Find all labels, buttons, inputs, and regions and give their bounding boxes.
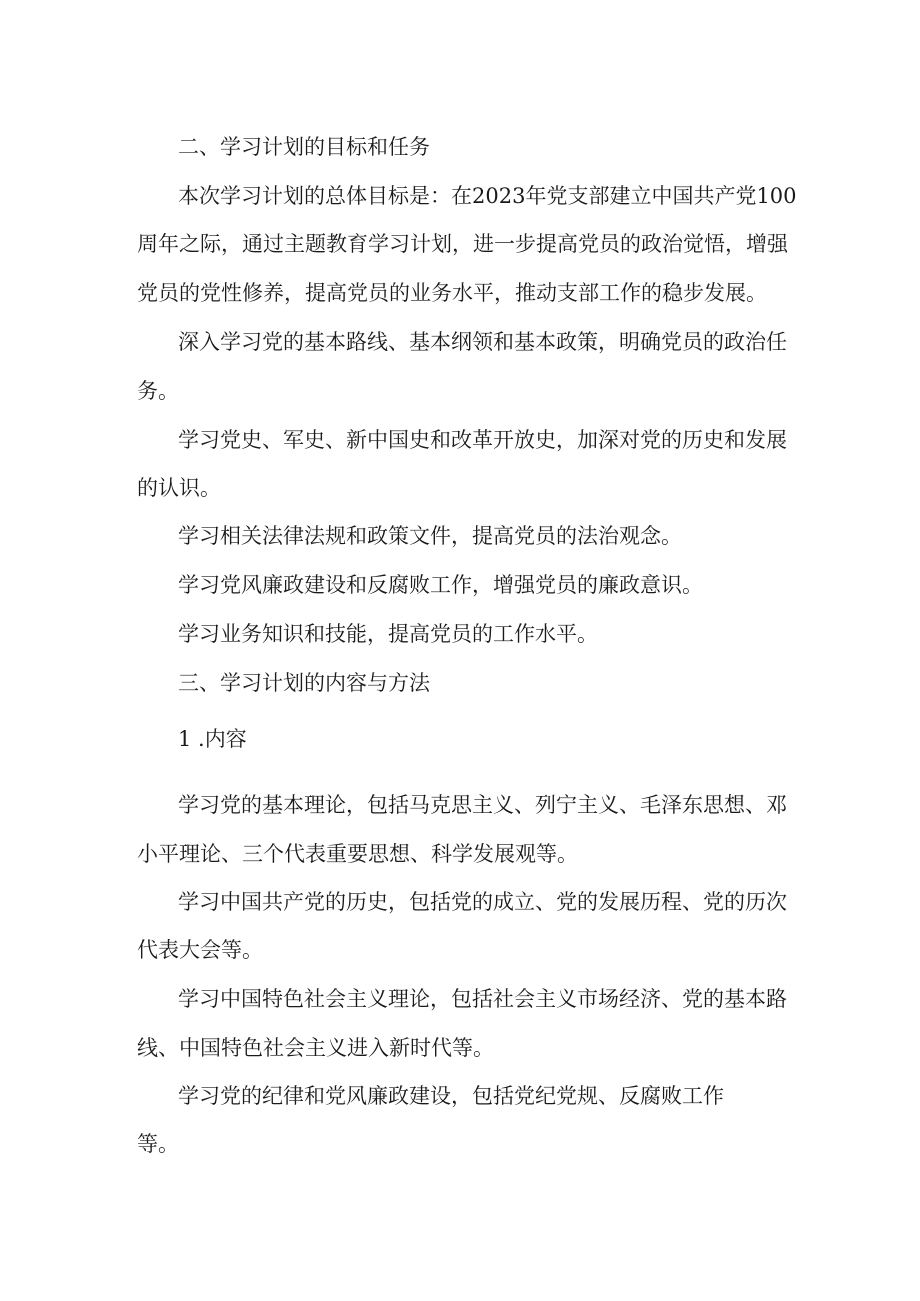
- content-2-line-2: 代表大会等。: [137, 938, 263, 962]
- task-5: 学习业务知识和技能，提高党员的工作水平。: [178, 622, 598, 646]
- task-4: 学习党风廉政建设和反腐败工作，增强党员的廉政意识。: [178, 573, 703, 597]
- content-3-line-1: 学习中国特色社会主义理论，包括社会主义市场经济、党的基本路: [178, 987, 787, 1011]
- goal-paragraph-line-3: 党员的党性修养，提高党员的业务水平，推动支部工作的稳步发展。: [137, 281, 767, 305]
- content-4-line-1: 学习党的纪律和党风廉政建设，包括党纪党规、反腐败工作: [178, 1084, 724, 1108]
- subsection-1-heading: 1 .内容: [178, 727, 247, 751]
- content-4-line-2: 等。: [137, 1132, 179, 1156]
- goal-paragraph-line-2: 周年之际，通过主题教育学习计划，进一步提高党员的政治觉悟，增强: [137, 232, 788, 256]
- section-2-heading: 二、学习计划的目标和任务: [178, 135, 430, 159]
- task-1-line-1: 深入学习党的基本路线、基本纲领和基本政策，明确党员的政治任: [178, 330, 787, 354]
- content-1-line-2: 小平理论、三个代表重要思想、科学发展观等。: [137, 842, 578, 866]
- content-2-line-1: 学习中国共产党的历史，包括党的成立、党的发展历程、党的历次: [178, 890, 787, 914]
- task-2-line-2: 的认识。: [137, 476, 221, 500]
- content-3-line-2: 线、中国特色社会主义进入新时代等。: [137, 1036, 494, 1060]
- section-3-heading: 三、学习计划的内容与方法: [178, 671, 430, 695]
- task-3: 学习相关法律法规和政策文件，提高党员的法治观念。: [178, 524, 682, 548]
- task-1-line-2: 务。: [137, 379, 179, 403]
- content-1-line-1: 学习党的基本理论，包括马克思主义、列宁主义、毛泽东思想、邓: [178, 793, 787, 817]
- task-2-line-1: 学习党史、军史、新中国史和改革开放史，加深对党的历史和发展: [178, 428, 787, 452]
- goal-paragraph-line-1: 本次学习计划的总体目标是：在2023年党支部建立中国共产党100: [178, 184, 797, 208]
